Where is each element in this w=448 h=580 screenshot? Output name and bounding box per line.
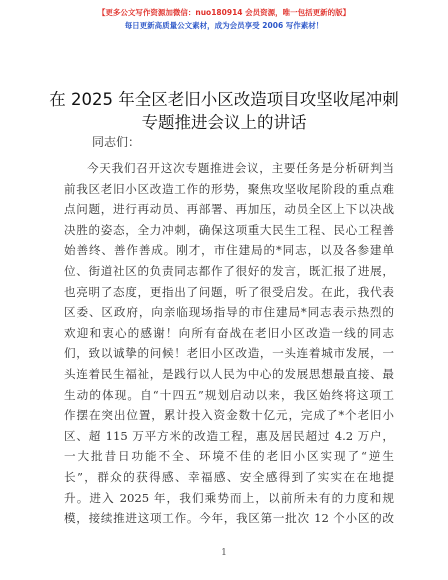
body-line: 点问题，进行再动员、再部署、再加压，动员全区上下以决战 bbox=[64, 202, 394, 217]
body-line: 区、超 115 万平方米的改造工程，惠及居民超过 4.2 万户， bbox=[64, 428, 394, 443]
body-line: 生动的体现。自“十四五”规划启动以来，我区始终将这项工 bbox=[64, 387, 394, 402]
body-line: 位、街道社区的负责同志都作了很好的发言，既汇报了进展， bbox=[64, 263, 394, 278]
promo-banner-line1: 【更多公文写作资源加微信：nuo180914 会员资源，唯一包括更新的版】 bbox=[97, 8, 351, 17]
document-title bbox=[0, 88, 448, 134]
body-line: 头连着民生福祉，是践行以人民为中心的发展思想最直接、最 bbox=[64, 366, 394, 381]
document-title-line2: 专题推进会议上的讲话 bbox=[141, 113, 307, 132]
body-line: 长”，群众的获得感、幸福感、安全感得到了实实在在地提 bbox=[64, 469, 394, 484]
promo-banner-line2: 每日更新高质量公文素材，成为会员享受 2006 写作素材！ bbox=[124, 21, 324, 30]
body-line: 决胜的姿态，全力冲刺，确保这项重大民生工程、民心工程善 bbox=[64, 222, 394, 237]
body-line: 升。进入 2025 年，我们乘势而上，以前所未有的力度和规 bbox=[64, 490, 394, 505]
salutation: 同志们： bbox=[92, 135, 141, 149]
body-line: 前我区老旧小区改造工作的形势，聚焦攻坚收尾阶段的重点难 bbox=[64, 181, 394, 196]
body-line: 今天我们召开这次专题推进会议，主要任务是分析研判当 bbox=[87, 161, 394, 175]
body-line: 们，致以诚挚的问候！老旧小区改造，一头连着城市发展，一 bbox=[64, 346, 394, 361]
body-line: 欢迎和衷心的感谢！向所有奋战在老旧小区改造一线的同志 bbox=[64, 325, 394, 340]
body-line: 也亮明了态度，更指出了问题，听了很受启发。在此，我代表 bbox=[64, 284, 394, 299]
body-line: 模，接续推进这项工作。今年，我区第一批次 12 个小区的改 bbox=[64, 511, 394, 526]
body-line: 区委、区政府，向亲临现场指导的市住建局*同志表示热烈的 bbox=[64, 305, 394, 320]
body-text bbox=[64, 158, 394, 529]
page-number: 1 bbox=[221, 548, 227, 558]
body-line: 作摆在突出位置，累计投入资金数十亿元，完成了*个老旧小 bbox=[64, 408, 394, 423]
body-line: 一大批昔日功能不全、环境不佳的老旧小区实现了“逆生 bbox=[64, 449, 394, 464]
body-line: 始善终、善作善成。刚才，市住建局的*同志，以及各参建单 bbox=[64, 243, 394, 258]
document-title-line1: 在 2025 年全区老旧小区改造项目攻坚收尾冲刺 bbox=[49, 90, 399, 109]
promo-banner bbox=[0, 6, 448, 32]
